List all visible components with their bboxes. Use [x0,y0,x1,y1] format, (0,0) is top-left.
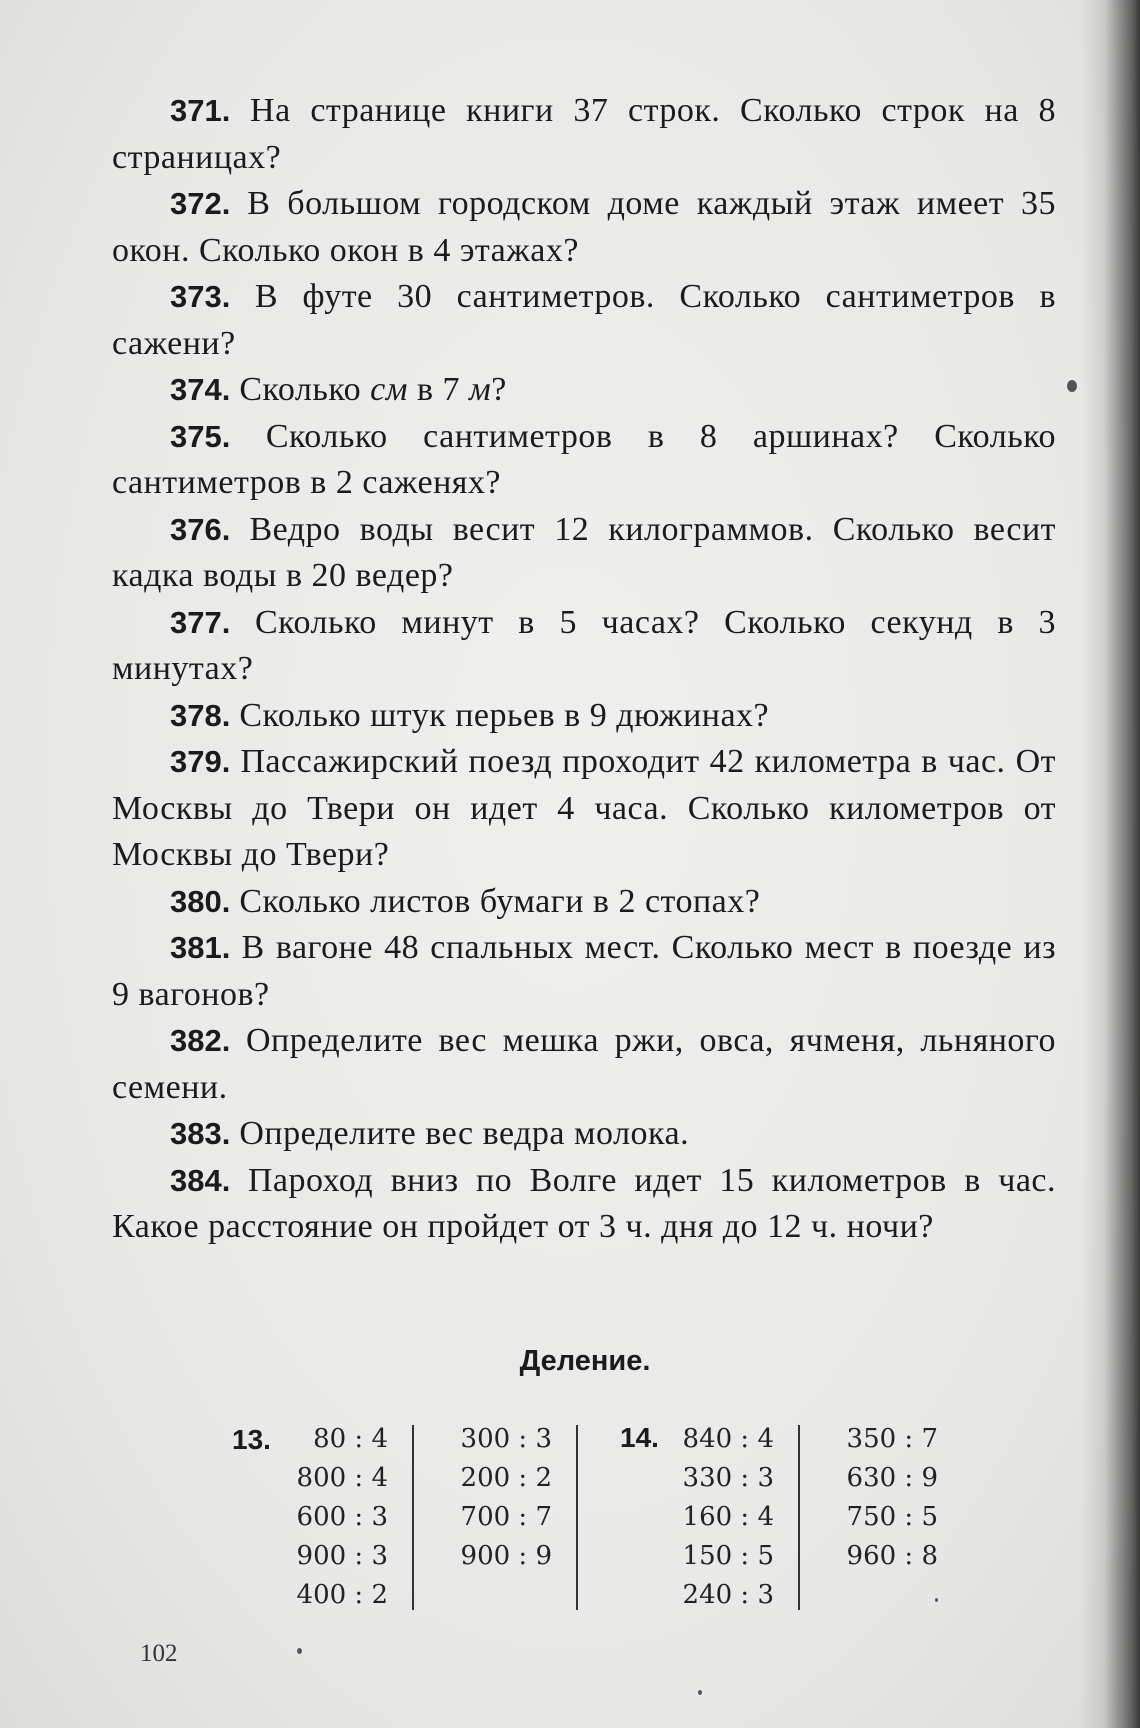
problem-371: 371. На странице книги 37 строк. Сколько строк на 8 страницах? [112,92,1056,176]
exercise-13-number: 13. [232,1424,271,1455]
division-item: 300 : 3 [460,1424,552,1454]
exercise-14-number: 14. [620,1422,659,1453]
problem-372: 372. В большом городском доме каждый этаж имеет 35 окон. Сколько окон в 4 этажах? [112,185,1056,269]
problems-list [112,88,1056,1251]
page-number: 102 [140,1640,178,1667]
problem-379: 379. Пассажирский поезд проходит 42 километра в час. От Москвы до Твери он идет 4 часа. Сколько километров от Москвы до Твери? [112,743,1056,873]
unit-m: м [469,371,492,408]
problem-380: 380. Сколько листов бумаги в 2 стопах? [170,882,761,920]
exercise-14-column-2 [826,1420,938,1576]
scan-speck [935,1598,938,1602]
division-item: 840 : 4 [682,1424,774,1454]
scan-speck [698,1690,702,1695]
division-item: 350 : 7 [846,1424,938,1454]
problem-373: 373. В футе 30 сантиметров. Сколько сантиметров в сажени? [112,278,1056,362]
column-divider [798,1425,800,1610]
division-item: 330 : 3 [682,1463,774,1493]
problem-382: 382. Определите вес мешка ржи, овса, ячменя, льняного семени. [112,1022,1056,1106]
division-item: 600 : 3 [296,1502,388,1532]
division-item: 900 : 9 [460,1541,552,1571]
problem-383: 383. Определите вес ведра молока. [170,1115,690,1152]
scan-speck [297,1648,302,1654]
problem-381: 381. В вагоне 48 спальных мест. Сколько мест в поезде из 9 вагонов? [112,929,1057,1013]
section-title: Деление. [519,1345,651,1377]
exercise-14-column-1 [668,1420,774,1615]
exercise-13-column-1 [280,1420,388,1615]
binding-shadow [1080,0,1140,1728]
division-item: 240 : 3 [682,1580,774,1610]
division-item: 200 : 2 [460,1463,552,1493]
problem-376: 376. Ведро воды весит 12 килограммов. Сколько весит кадка воды в 20 ведер? [112,510,1056,594]
problem-377: 377. Сколько минут в 5 часах? Сколько секунд в 3 минутах? [112,603,1057,687]
division-item: 900 : 3 [296,1541,388,1571]
division-item: 700 : 7 [460,1502,552,1532]
division-item: 160 : 4 [682,1502,774,1532]
problem-384: 384. Пароход вниз по Волге идет 15 километров в час. Какое расстояние он пройдет от 3 ч. дня до 12 ч. ночи? [112,1161,1057,1245]
division-item: 150 : 5 [682,1541,774,1571]
division-item: 80 : 4 [313,1424,388,1454]
column-divider [576,1425,578,1610]
division-item: 630 : 9 [846,1463,938,1493]
division-item: 400 : 2 [296,1580,388,1610]
column-divider [412,1425,414,1610]
unit-cm: см [370,371,408,408]
problem-374: 374. Сколько см в 7 м? [170,371,507,408]
division-item: 960 : 8 [846,1541,938,1571]
problem-378: 378. Сколько штук перьев в 9 дюжинах? [170,696,770,734]
division-item: 800 : 4 [296,1463,388,1493]
division-item: 750 : 5 [846,1502,938,1532]
problem-375: 375. Сколько сантиметров в 8 аршинах? Сколько сантиметров в 2 саженях? [112,417,1056,501]
exercise-13-column-2 [440,1420,552,1576]
scan-speck [1067,380,1077,392]
